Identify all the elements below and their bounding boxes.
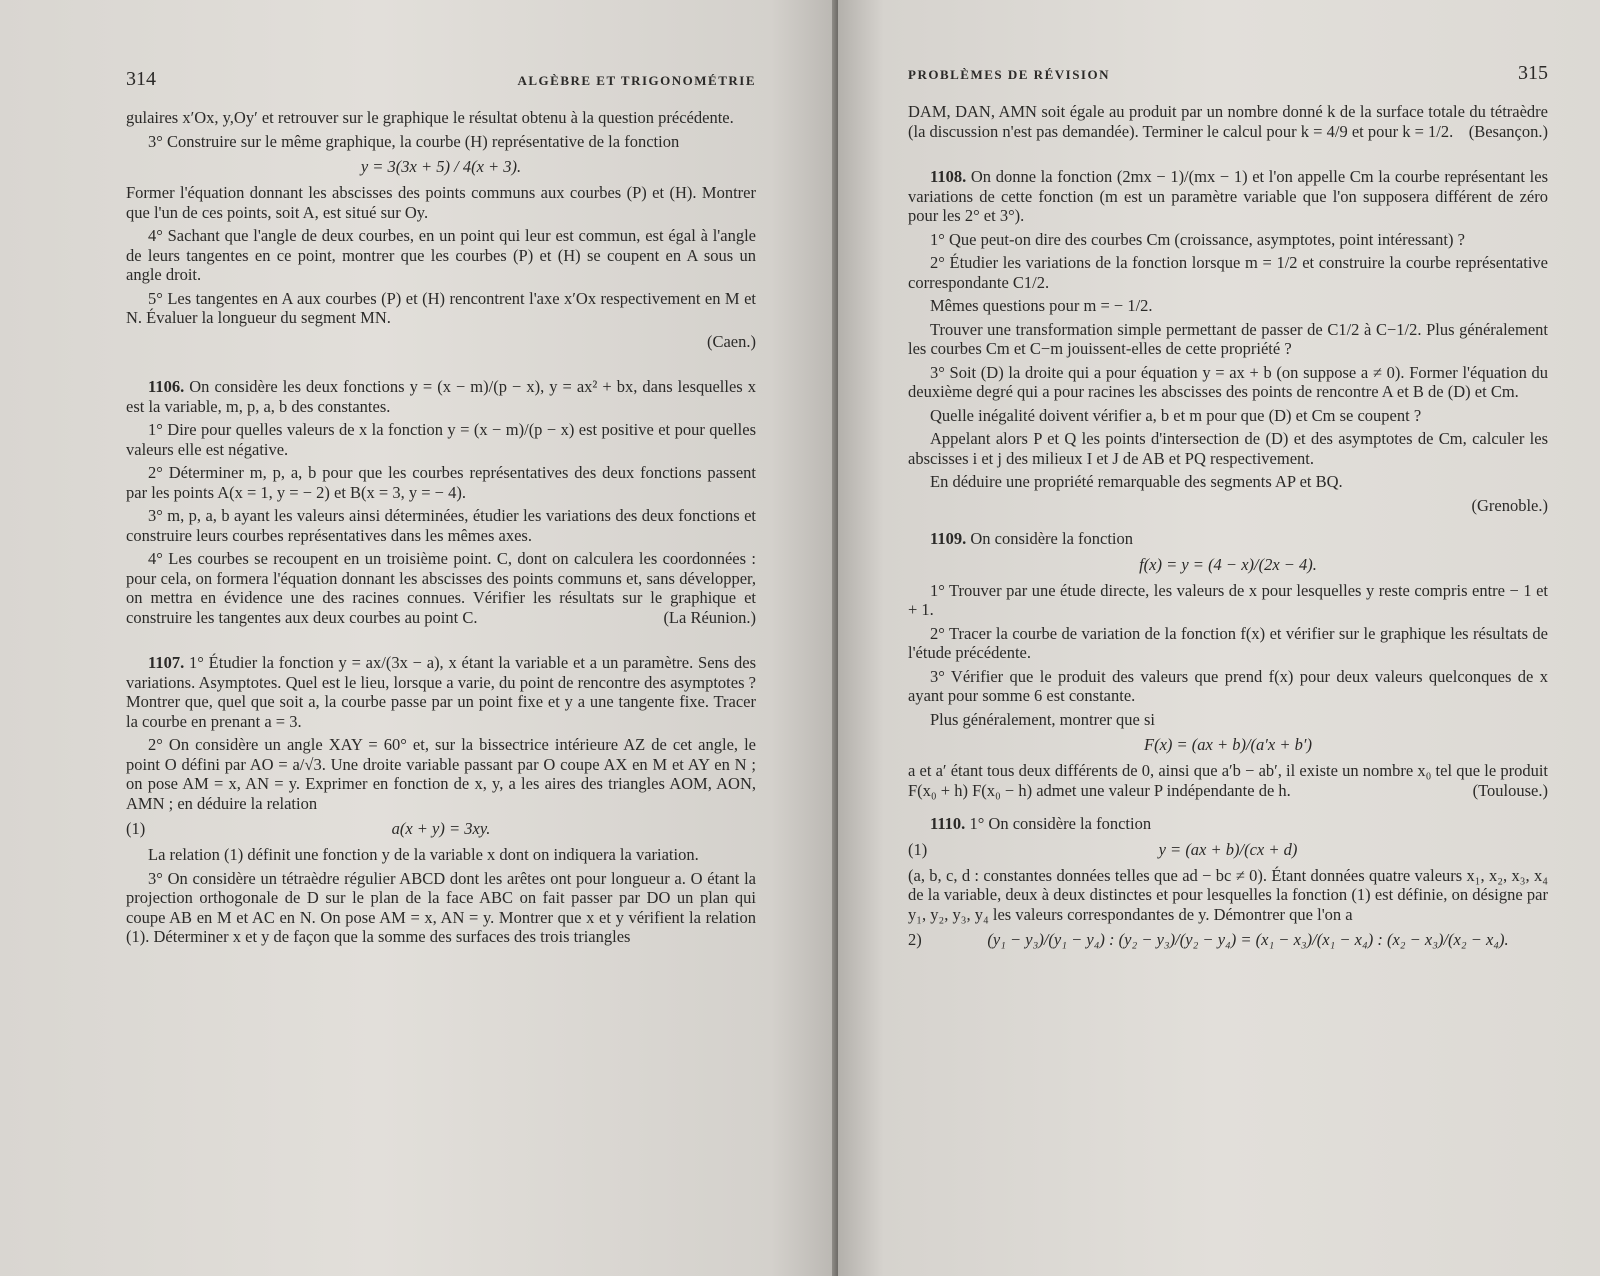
paragraph: 4° Sachant que l'angle de deux courbes, en un point qui leur est commun, est égal à l'angle de leurs tangentes en ce point, montrer que les courbes (P) et (H) se coupent en A sous un angle droit. [126, 226, 756, 284]
paragraph: Plus généralement, montrer que si [930, 709, 1155, 729]
paragraph: 1° Dire pour quelles valeurs de x la fonction y = (x − m)/(p − x) est positive et pour quelles valeurs elle est négative. [126, 420, 756, 459]
problem-1106-statement: 1106. On considère les deux fonctions y = (x − m)/(p − x), y = ax² + bx, dans lesquelles x est la variable, m, p, a, b des constantes. [126, 377, 756, 416]
paragraph: En déduire une propriété remarquable des segments AP et BQ. [930, 472, 1343, 491]
paragraph: Appelant alors P et Q les points d'intersection de (D) et des asymptotes de Cm, calculer les abscisses i et j des milieux I et J de AB et PQ respectivement. [908, 429, 1548, 468]
paragraph: Quelle inégalité doivent vérifier a, b et m pour que (D) et Cm se coupent ? [930, 405, 1422, 425]
paragraph: 2° Déterminer m, p, a, b pour que les courbes représentatives des deux fonctions passent par les points A(x = 1, y = − 2) et B(x = 3, y = − 4). [126, 463, 756, 502]
paragraph: 3° On considère un tétraèdre régulier ABCD dont les arêtes ont pour longueur a. O étant la projection orthogonale de D sur le plan de la face ABC on fait passer par DO un plan qui coupe AB en M et AC en N. On pose AM = x, AN = y. Montrer que x et y vérifient la relation (1). Déterminer x et y de façon que la somme des surfaces des trois triangles [126, 868, 756, 946]
right-running-head [908, 62, 1548, 102]
paragraph: Former l'équation donnant les abscisses des points communs aux courbes (P) et (H). Montrer que l'un de ces points, soit A, est situé sur Oy. [126, 183, 756, 222]
source-citation: (La Réunion.) [663, 607, 756, 627]
equation: a(x + y) = 3xy. [391, 819, 491, 838]
equation-label: 2) [908, 930, 922, 949]
paragraph: (a, b, c, d : constantes données telles que ad − bc ≠ 0). Étant données quatre valeurs x₁, x₂, x₃, x₄ de la variable, deux à deux distinctes et pour lesquelles la fonction (1) est définie, on désigne par y₁, y₂, y₃, y₄ les valeurs correspondantes de y. Démontrer que l'on a [908, 865, 1548, 924]
equation-row [126, 819, 756, 839]
problem-number: 1106. [148, 377, 185, 396]
equation-row [908, 840, 1548, 860]
source-citation: (Besançon.) [1468, 121, 1548, 141]
left-running-head [126, 68, 756, 108]
equation: f(x) = y = (4 − x)/(2x − 4). [1139, 554, 1317, 574]
paragraph: DAM, DAN, AMN soit égale au produit par un nombre donné k de la surface totale du tétraèdre (la discussion n'est pas demandée). Terminer le calcul pour k = 4/9 et pour k = 1/2. (Besançon.) [908, 102, 1548, 141]
page-number-right: 315 [1518, 62, 1548, 84]
equation-row [908, 930, 1548, 950]
paragraph: 2° Tracer la courbe de variation de la fonction f(x) et vérifier sur le graphique les résultats de l'étude précédente. [908, 623, 1548, 662]
problem-1107-statement: 1107. 1° Étudier la fonction y = ax/(3x − a), x étant la variable et a un paramètre. Sens des variations. Asymptotes. Quel est le lieu, lorsque a varie, du point de rencontre des asymptotes ? Montrer que, quel que soit a, la courbe passe par un point fixe et y a une tangente fixe. Tracer la courbe en prenant a = 3. [126, 653, 756, 731]
equation: y = (ax + b)/(cx + d) [1158, 839, 1298, 859]
paragraph: 1° Que peut-on dire des courbes Cm (croissance, asymptotes, point intéressant) ? [930, 229, 1465, 249]
paragraph: 3° Vérifier que le produit des valeurs que prend f(x) pour deux valeurs quelconques de x ayant pour somme 6 est constante. [908, 666, 1548, 705]
paragraph: La relation (1) définit une fonction y de la variable x dont on indiquera la variation. [148, 845, 699, 864]
equation-label: (1) [126, 819, 146, 838]
paragraph: 5° Les tangentes en A aux courbes (P) et (H) rencontrent l'axe x′Ox respectivement en M et N. Évaluer la longueur du segment MN. [126, 288, 756, 327]
source-citation: (Caen.) [706, 331, 756, 351]
equation: y = 3(3x + 5) / 4(x + 3). [360, 157, 522, 176]
paragraph: 2° On considère un angle XAY = 60° et, sur la bissectrice intérieure AZ de cet angle, le point O défini par AO = a/√3. Une droite variable passant par O coupe AX en M et AY en N ; on pose AM = x, AN = y. Exprimer en fonction de x, y, a les aires des triangles AOM, AON, AMN ; en déduire la relation [126, 735, 756, 813]
equation: F(x) = (ax + b)/(a′x + b′) [1144, 735, 1312, 754]
paragraph: 2° Étudier les variations de la fonction lorsque m = 1/2 et construire la courbe représentative correspondante C1/2. [908, 253, 1548, 292]
running-title-right: PROBLÈMES DE RÉVISION [908, 67, 1110, 82]
paragraph: Mêmes questions pour m = − 1/2. [930, 296, 1153, 315]
paragraph: 1° Trouver par une étude directe, les valeurs de x pour lesquelles y reste compris entre − 1 et + 1. [908, 580, 1548, 619]
paragraph: 3° m, p, a, b ayant les valeurs ainsi déterminées, étudier les variations des deux fonctions et construire leurs courbes représentatives dans les mêmes axes. [126, 506, 756, 545]
page-number-left: 314 [126, 68, 156, 90]
source-citation: (Grenoble.) [1471, 495, 1548, 515]
paragraph: 3° Construire sur le même graphique, la courbe (H) représentative de la fonction [148, 131, 680, 151]
problem-1110-statement: 1110. 1° On considère la fonction [930, 814, 1152, 833]
paragraph: 4° Les courbes se recoupent en un troisième point. C, dont on calculera les coordonnées : pour cela, on formera l'équation donnant les abscisses des points communs et, sans développer, on mettra en évidence une des racines connues. Vérifier les résultats sur le graphique et construire les tangentes aux deux courbes au point C. (La Réunion.) [126, 549, 756, 627]
problem-number: 1110. [930, 814, 966, 833]
problem-1109-statement: 1109. On considère la fonction [930, 529, 1133, 548]
problem-number: 1107. [148, 653, 185, 672]
paragraph: gulaires x′Ox, y,Oy′ et retrouver sur le graphique le résultat obtenu à la question précédente. [126, 108, 734, 127]
problem-number: 1108. [930, 167, 967, 186]
equation-label: (1) [908, 839, 928, 859]
paragraph: Trouver une transformation simple permettant de passer de C1/2 à C−1/2. Plus généralement les courbes Cm et C−m jouissent-elles de cette propriété ? [908, 319, 1548, 358]
paragraph: 3° Soit (D) la droite qui a pour équation y = ax + b (on suppose a ≠ 0). Former l'équation du deuxième degré qui a pour racines les abscisses des points de rencontre A et B de (D) et Cm. [908, 362, 1548, 401]
problem-number: 1109. [930, 529, 967, 548]
paragraph: a et a′ étant tous deux différents de 0, ainsi que a′b − ab′, il existe un nombre x₀ tel que le produit F(x₀ + h) F(x₀ − h) admet une valeur P indépendante de h. (Toulouse.) [908, 761, 1548, 800]
problem-1108-statement: 1108. On donne la fonction (2mx − 1)/(mx − 1) et l'on appelle Cm la courbe représentant les variations de cette fonction (m est un paramètre variable que l'on supposera différent de zéro pour les 2° et 3°). [908, 167, 1549, 225]
equation: (y₁ − y₃)/(y₁ − y₄) : (y₂ − y₃)/(y₂ − y₄) = (x₁ − x₃)/(x₁ − x₄) : (x₂ − x₃)/(x₂ − x₄). [987, 930, 1509, 949]
right-page [838, 0, 1600, 1276]
running-title-left: ALGÈBRE ET TRIGONOMÉTRIE [517, 73, 756, 88]
source-citation: (Toulouse.) [1472, 780, 1548, 800]
